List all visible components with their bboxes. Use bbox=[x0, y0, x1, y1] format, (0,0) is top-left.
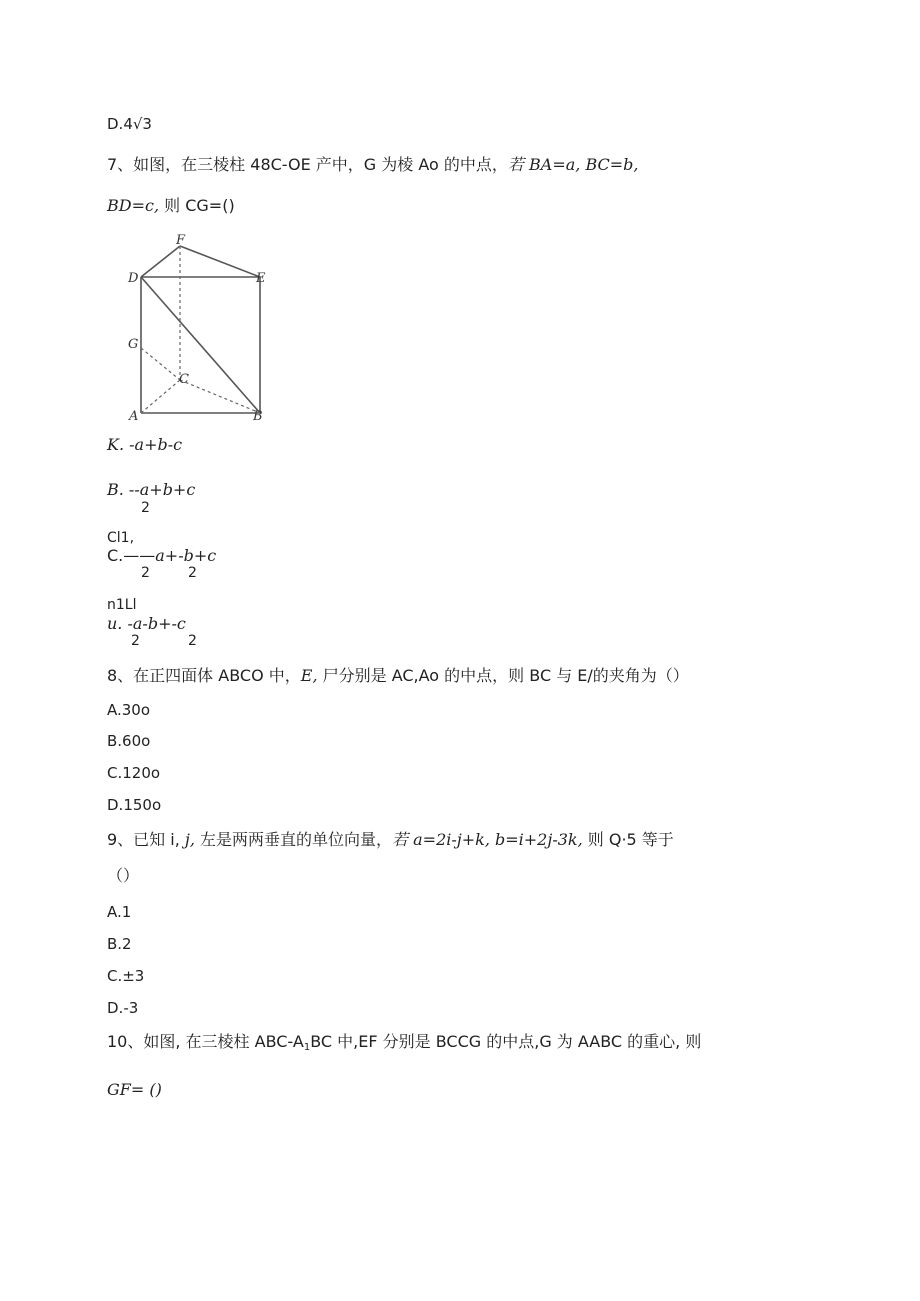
q10-stem-subscript: 1 bbox=[303, 1042, 311, 1053]
q10-stem bbox=[107, 1032, 701, 1058]
label-F: F bbox=[176, 233, 186, 248]
edge-FE bbox=[180, 246, 260, 277]
q8-stem-rest: 尸分别是 AC,Ao 的中点，则 BC 与 E/的夹角为（） bbox=[317, 666, 689, 685]
label-B: B bbox=[253, 409, 263, 424]
q8-option-d: D.150o bbox=[107, 796, 162, 814]
q7-option-c-expr: a+-b+c bbox=[155, 546, 217, 565]
q8-stem-e: E, bbox=[300, 666, 318, 685]
prism-figure bbox=[124, 230, 274, 425]
segment-GC bbox=[141, 348, 180, 380]
q7-option-c-den2: 2 bbox=[188, 565, 197, 581]
q8-option-c: C.120o bbox=[107, 764, 161, 782]
q9-stem-vectors: 若 a=2i-j+k, b=i+2j-3k, bbox=[392, 830, 583, 849]
edge-AC bbox=[141, 380, 180, 413]
q7-option-u: u. -a-b+-c bbox=[107, 614, 186, 633]
label-C: C bbox=[179, 372, 189, 387]
q7-option-k: K. -a+b-c bbox=[107, 435, 183, 454]
q9-option-b: B.2 bbox=[107, 935, 132, 953]
label-G: G bbox=[128, 337, 139, 352]
q7-stem-line1 bbox=[107, 155, 638, 175]
q9-stem bbox=[107, 830, 674, 850]
diagonal-DB bbox=[141, 277, 260, 413]
q10-stem-a: 10、如图, 在三棱柱 ABC-A bbox=[107, 1032, 304, 1051]
q7-stem-text: 7、如图，在三棱柱 48C-OE 产中，G 为棱 Ao 的中点， bbox=[107, 155, 508, 174]
q7-stem-question: 则 CG=() bbox=[159, 196, 235, 215]
q7-stem-vectors: 若 BA=a, BC=b, bbox=[507, 155, 639, 174]
q9-stem-e: 则 Q·5 等于 bbox=[582, 830, 674, 849]
q7-option-u-top: n1Ll bbox=[107, 597, 137, 613]
q7-stem-line2 bbox=[107, 196, 235, 216]
edge-DF bbox=[141, 246, 180, 277]
q7-option-b-denominator: 2 bbox=[141, 500, 150, 516]
q7-option-b: B. --a+b+c bbox=[107, 480, 196, 499]
q10-stem-b: BC 中,EF 分别是 BCCG 的中点,G 为 AABC 的重心, 则 bbox=[310, 1032, 702, 1051]
label-D: D bbox=[128, 271, 139, 286]
q8-stem bbox=[107, 666, 689, 686]
q8-option-a: A.30o bbox=[107, 701, 151, 719]
q9-option-d: D.-3 bbox=[107, 999, 139, 1017]
q8-option-b: B.60o bbox=[107, 732, 151, 750]
q9-paren: （） bbox=[107, 866, 140, 885]
edge-CB bbox=[180, 380, 260, 413]
label-A: A bbox=[129, 409, 139, 424]
label-E: E bbox=[256, 271, 266, 286]
q7-option-c bbox=[107, 546, 216, 566]
q10-question: GF= () bbox=[107, 1080, 162, 1099]
q7-option-u-den1: 2 bbox=[131, 633, 140, 649]
q9-option-c: C.±3 bbox=[107, 967, 145, 985]
q7-stem-vector-c: BD=c, bbox=[107, 196, 160, 215]
q9-option-a: A.1 bbox=[107, 903, 132, 921]
q8-stem-a: 8、在正四面体 ABCO 中， bbox=[107, 666, 301, 685]
q9-stem-c: 左是两两垂直的单位向量， bbox=[194, 830, 393, 849]
q9-stem-j: j, bbox=[184, 830, 195, 849]
q7-option-c-prefix: C.—— bbox=[107, 546, 156, 565]
q7-option-c-den1: 2 bbox=[141, 565, 150, 581]
q7-option-u-den2: 2 bbox=[188, 633, 197, 649]
q9-stem-a: 9、已知 i, bbox=[107, 830, 185, 849]
prev-option-d: D.4√3 bbox=[107, 115, 152, 133]
q7-option-c-top: Cl1, bbox=[107, 530, 135, 546]
